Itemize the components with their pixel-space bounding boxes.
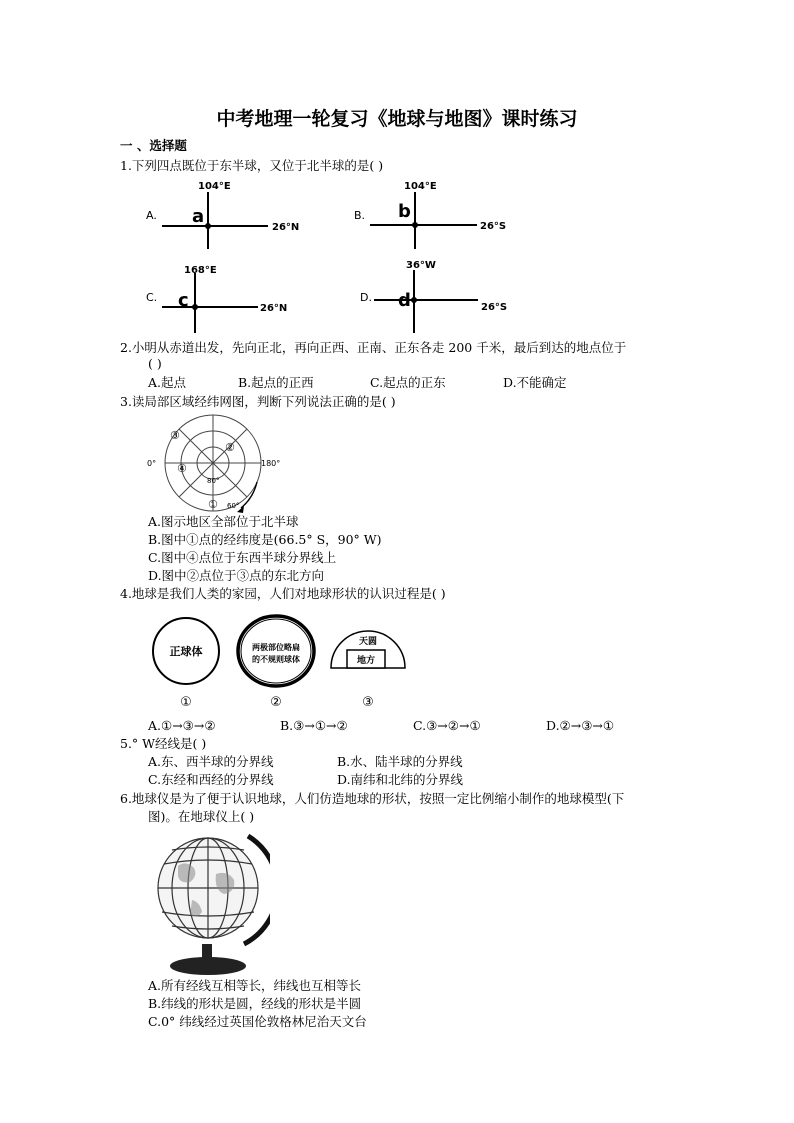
q6-option-c: C.0° 纬线经过英国伦敦格林尼治天文台 (148, 1014, 367, 1029)
svg-text:180°: 180° (261, 459, 281, 468)
q5-stem: 5.° W经线是( ) (120, 736, 207, 751)
q4-sphere-figure (153, 618, 219, 710)
q2-stem-blank: ( ) (148, 356, 162, 371)
q5-option-d: D.南纬和北纬的分界线 (337, 772, 464, 787)
svg-text:②: ② (270, 695, 282, 710)
page-title: 中考地理一轮复习《地球与地图》课时练习 (216, 108, 578, 130)
q6-stem: 6.地球仪是为了便于认识地球，人们仿造地球的形状，按照一定比例缩小制作的地球模型(下 (120, 791, 625, 806)
q4-option-d: D.②→③→① (546, 718, 615, 733)
svg-text:D.: D. (360, 291, 372, 304)
q5-option-b: B.水、陆半球的分界线 (337, 754, 463, 769)
q3-option-b: B.图中①点的经纬度是(66.5° S，90° W) (148, 532, 382, 547)
q3-option-c: C.图中④点位于东西半球分界线上 (148, 550, 337, 565)
q4-option-a: A.①→③→② (148, 718, 216, 733)
svg-text:A.: A. (146, 209, 157, 222)
svg-text:②: ② (225, 441, 235, 454)
q1-figure (140, 175, 520, 340)
svg-text:C.: C. (146, 291, 158, 304)
q4-stem: 4.地球是我们人类的家园，人们对地球形状的认识过程是( ) (120, 586, 446, 601)
svg-text:26°S: 26°S (480, 221, 507, 232)
q2-option-c: C.起点的正东 (370, 375, 446, 390)
svg-text:168°E: 168°E (184, 265, 217, 276)
q2-stem: 2.小明从赤道出发，先向正北，再向正西、正南、正东各走 200 千米，最后到达的地点位于 (120, 340, 627, 355)
svg-text:③: ③ (362, 695, 374, 710)
q4-round-sky-square-earth-figure (331, 631, 405, 710)
q1-option-d (360, 260, 507, 333)
svg-text:80°: 80° (207, 477, 220, 485)
q5-option-c: C.东经和西经的分界线 (148, 772, 274, 787)
svg-text:104°E: 104°E (404, 181, 437, 192)
q2-option-d: D.不能确定 (503, 375, 567, 390)
svg-text:④: ④ (177, 462, 187, 475)
svg-text:③: ③ (170, 429, 180, 442)
svg-text:b: b (398, 201, 411, 222)
svg-text:正球体: 正球体 (169, 645, 203, 658)
q4-option-c: C.③→②→① (413, 718, 481, 733)
q6-option-b: B.纬线的形状是圆，经线的形状是半圆 (148, 996, 362, 1011)
svg-text:26°N: 26°N (260, 303, 288, 314)
globe-figure (148, 826, 270, 978)
svg-text:104°E: 104°E (198, 181, 231, 192)
q3-option-d: D.图中②点位于③点的东北方向 (148, 568, 325, 583)
svg-text:B.: B. (354, 209, 366, 222)
q1-stem: 1.下列四点既位于东半球，又位于北半球的是( ) (120, 158, 384, 173)
q3-stem: 3.读局部区域经纬网图，判断下列说法正确的是( ) (120, 394, 396, 409)
q2-option-a: A.起点 (148, 375, 187, 390)
q3-option-a: A.图示地区全部位于北半球 (148, 514, 299, 529)
svg-text:两极部位略扁: 两极部位略扁 (252, 643, 300, 652)
svg-text:c: c (178, 290, 189, 311)
q6-stem-blank: 图)。在地球仪上( ) (148, 809, 255, 824)
q4-option-b: B.③→①→② (280, 718, 348, 733)
svg-text:的不规则球体: 的不规则球体 (252, 655, 300, 664)
svg-text:26°S: 26°S (481, 302, 508, 313)
q3-polar-grid-figure (145, 410, 285, 516)
svg-text:36°W: 36°W (406, 260, 436, 271)
q1-option-a (146, 181, 299, 249)
svg-text:a: a (192, 206, 205, 227)
svg-text:d: d (398, 290, 411, 311)
svg-text:60°: 60° (227, 502, 240, 510)
svg-text:天圆: 天圆 (358, 637, 378, 647)
q2-option-b: B.起点的正西 (238, 375, 314, 390)
q4-earth-shape-figure (148, 612, 418, 712)
q6-option-a: A.所有经线互相等长，纬线也互相等长 (148, 978, 362, 993)
q5-option-a: A.东、西半球的分界线 (148, 754, 274, 769)
svg-text:①: ① (208, 498, 218, 511)
svg-text:地方: 地方 (356, 656, 376, 666)
svg-text:26°N: 26°N (272, 222, 300, 233)
q1-option-c (146, 265, 287, 333)
q1-option-b (354, 181, 506, 249)
svg-text:①: ① (180, 695, 192, 710)
section-heading: 一 、选择题 (120, 138, 187, 153)
svg-text:0°: 0° (147, 459, 157, 468)
q4-irregular-sphere-figure (238, 616, 314, 710)
